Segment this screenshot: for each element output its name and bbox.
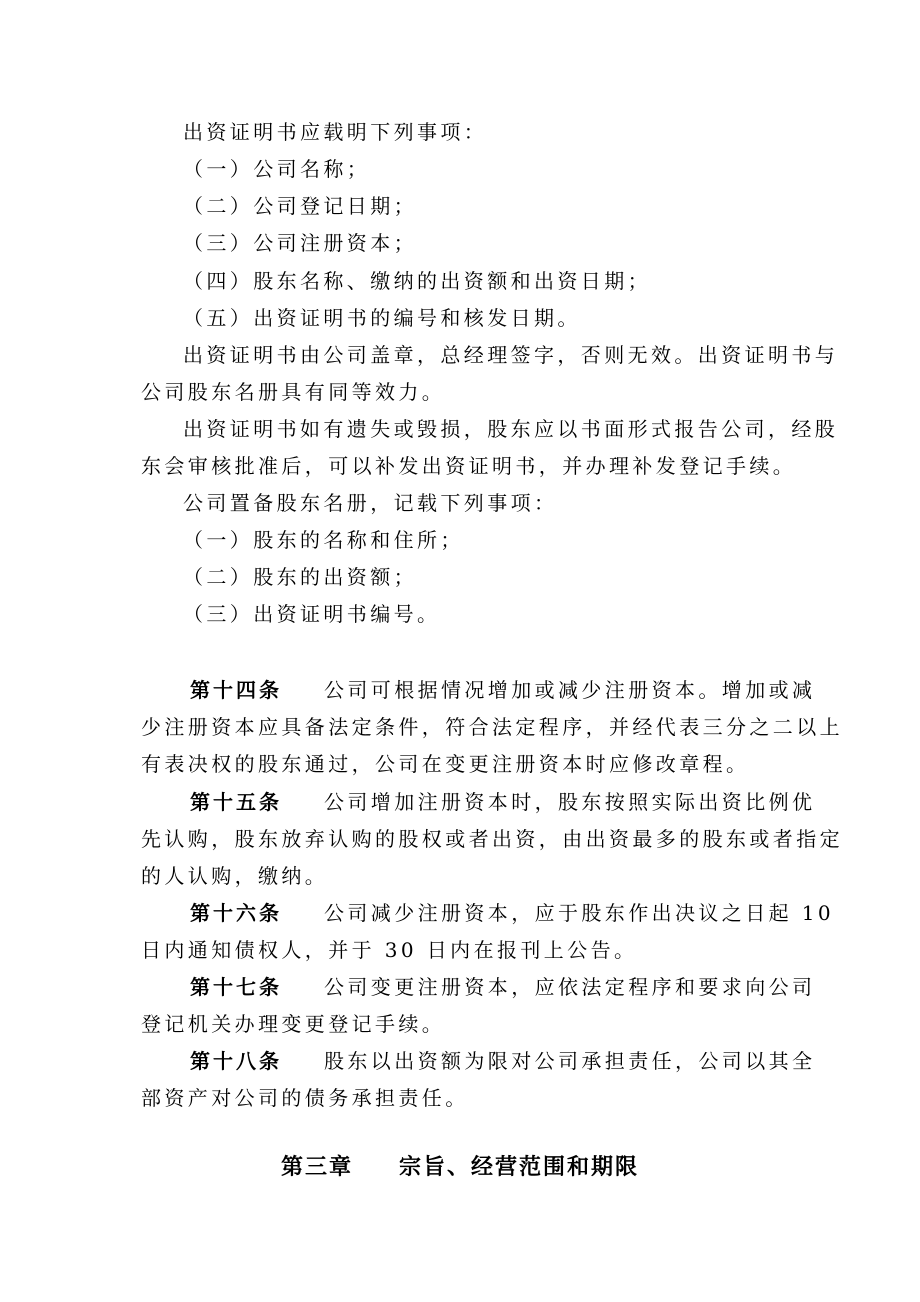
article-line: 部资产对公司的债务承担责任。 xyxy=(141,1086,469,1110)
list-item: （二）公司登记日期； xyxy=(183,194,417,218)
list-item: （一）公司名称； xyxy=(183,157,371,181)
article-line: 先认购，股东放弃认购的股权或者出资，由出资最多的股东或者指定 xyxy=(141,827,843,851)
paragraph-line: 出资证明书如有遗失或毁损，股东应以书面形式报告公司，经股 xyxy=(183,417,839,441)
chapter-heading xyxy=(0,1150,920,1184)
list-item: （三）出资证明书编号。 xyxy=(183,602,441,626)
article-text: 公司增加注册资本时，股东按照实际出资比例优 xyxy=(324,790,816,814)
article-14-first-line xyxy=(190,675,815,705)
article-text: 公司可根据情况增加或减少注册资本。增加或减 xyxy=(324,678,816,702)
list-item: （三）公司注册资本； xyxy=(183,231,417,255)
article-16-first-line xyxy=(190,898,834,928)
list-item: （四）股东名称、缴纳的出资额和出资日期； xyxy=(183,269,651,293)
article-line: 的人认购，缴纳。 xyxy=(141,864,329,888)
article-text: 公司减少注册资本，应于股东作出决议之日起 10 xyxy=(324,901,835,925)
article-text: 公司变更注册资本，应依法定程序和要求向公司 xyxy=(324,975,816,999)
article-label: 第十四条 xyxy=(190,678,282,702)
paragraph-contribution-certificate-intro: 出资证明书应载明下列事项： xyxy=(183,120,488,144)
article-text: 股东以出资额为限对公司承担责任，公司以其全 xyxy=(324,1049,816,1073)
article-label: 第十六条 xyxy=(190,901,282,925)
article-line: 登记机关办理变更登记手续。 xyxy=(141,1012,446,1036)
paragraph-line: 公司股东名册具有同等效力。 xyxy=(141,380,446,404)
article-label: 第十八条 xyxy=(190,1049,282,1073)
article-line: 少注册资本应具备法定条件，符合法定程序，并经代表三分之二以上 xyxy=(141,715,843,739)
list-item: （二）股东的出资额； xyxy=(183,565,417,589)
article-15-first-line xyxy=(190,787,815,817)
article-18-first-line xyxy=(190,1046,815,1076)
article-label: 第十五条 xyxy=(190,790,282,814)
paragraph-line: 东会审核批准后，可以补发出资证明书，并办理补发登记手续。 xyxy=(141,454,797,478)
article-line: 有表决权的股东通过，公司在变更注册资本时应修改章程。 xyxy=(141,752,750,776)
list-item: （一）股东的名称和住所； xyxy=(183,528,464,552)
article-17-first-line xyxy=(190,972,815,1002)
article-label: 第十七条 xyxy=(190,975,282,999)
article-line: 日内通知债权人，并于 30 日内在报刊上公告。 xyxy=(141,938,638,962)
chapter-number: 第三章 xyxy=(280,1154,353,1180)
paragraph-line: 出资证明书由公司盖章，总经理签字，否则无效。出资证明书与 xyxy=(183,343,839,367)
list-item: （五）出资证明书的编号和核发日期。 xyxy=(183,306,581,330)
paragraph-shareholder-register-intro: 公司置备股东名册，记载下列事项： xyxy=(183,491,558,515)
chapter-title: 宗旨、经营范围和期限 xyxy=(399,1154,640,1180)
